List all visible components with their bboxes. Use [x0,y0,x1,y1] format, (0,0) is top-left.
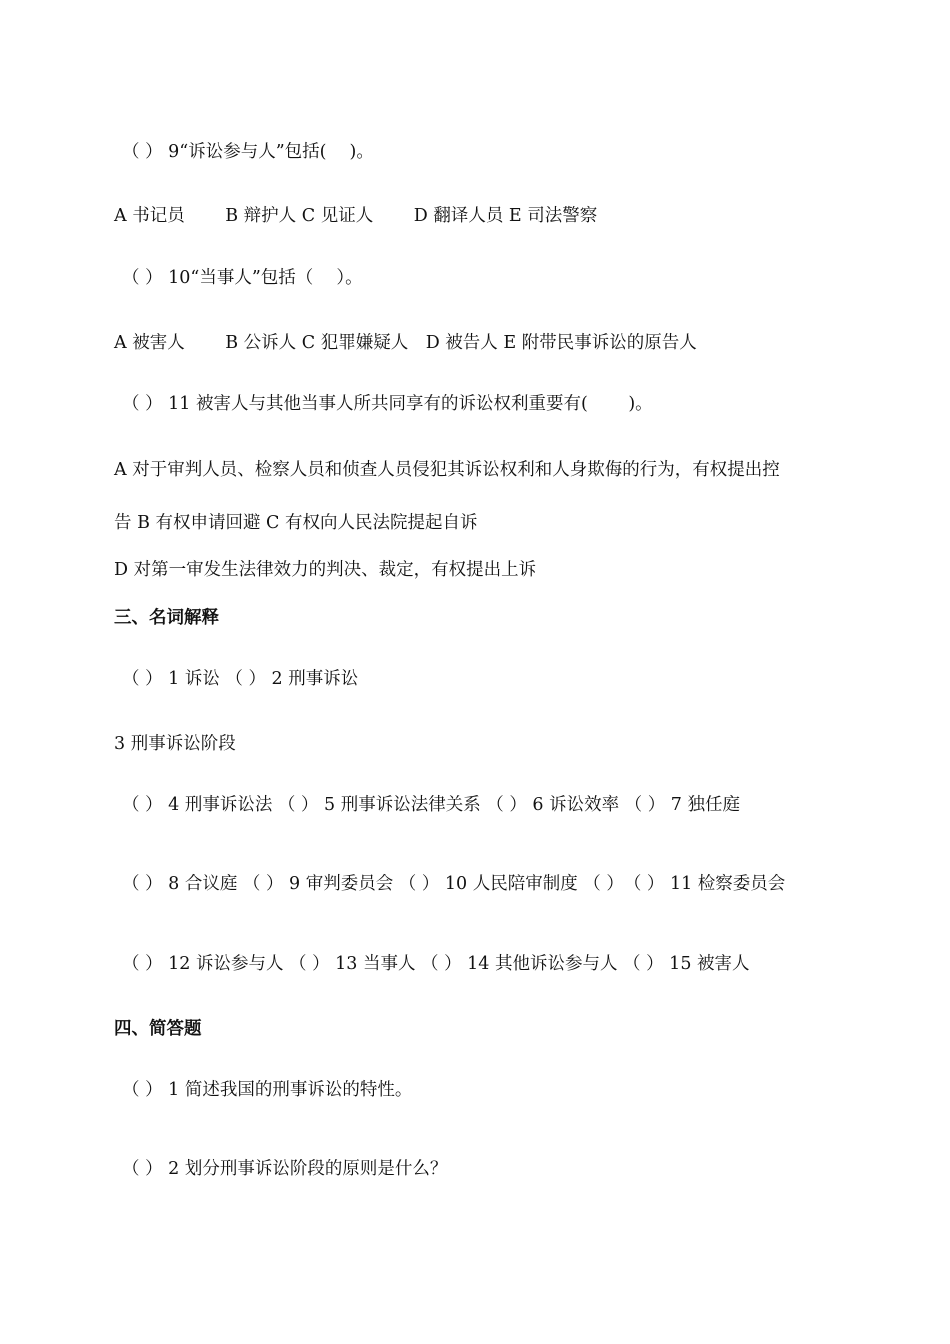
term-line-5: （ ） 12 诉讼参与人 （ ） 13 当事人 （ ） 14 其他诉讼参与人 （ ） 15 被害人 [122,954,750,974]
section-4-heading: 四、简答题 [114,1019,202,1039]
question-11-option-a-line1: A 对于审判人员、检察人员和侦查人员侵犯其诉讼权利和人身欺侮的行为，有权提出控 [114,460,780,480]
term-line-2: 3 刑事诉讼阶段 [114,734,236,754]
question-11-option-d: D 对第一审发生法律效力的判决、裁定，有权提出上诉 [114,560,537,580]
section-3-heading: 三、名词解释 [114,608,219,628]
question-9-options: A 书记员 B 辩护人 C 见证人 D 翻译人员 E 司法警察 [114,206,598,226]
question-9: （ ） 9“诉讼参与人”包括( )。 [122,142,374,162]
term-line-1: （ ） 1 诉讼 （ ） 2 刑事诉讼 [122,669,359,689]
term-line-4: （ ） 8 合议庭 （ ） 9 审判委员会 （ ） 10 人民陪审制度 （ ） （ ） 11 检察委员会 [122,874,786,894]
short-answer-1: （ ） 1 简述我国的刑事诉讼的特性。 [122,1080,413,1100]
short-answer-2: （ ） 2 划分刑事诉讼阶段的原则是什么？ [122,1159,448,1179]
question-10-options: A 被害人 B 公诉人 C 犯罪嫌疑人 D 被告人 E 附带民事诉讼的原告人 [114,333,697,353]
question-11: （ ） 11 被害人与其他当事人所共同享有的诉讼权利重要有( )。 [122,394,653,414]
question-11-option-a-line2: 告 B 有权申请回避 C 有权向人民法院提起自诉 [114,513,478,533]
question-10: （ ） 10“当事人”包括（ ）。 [122,268,363,288]
term-line-3: （ ） 4 刑事诉讼法 （ ） 5 刑事诉讼法律关系 （ ） 6 诉讼效率 （ ） 7 独任庭 [122,795,740,815]
